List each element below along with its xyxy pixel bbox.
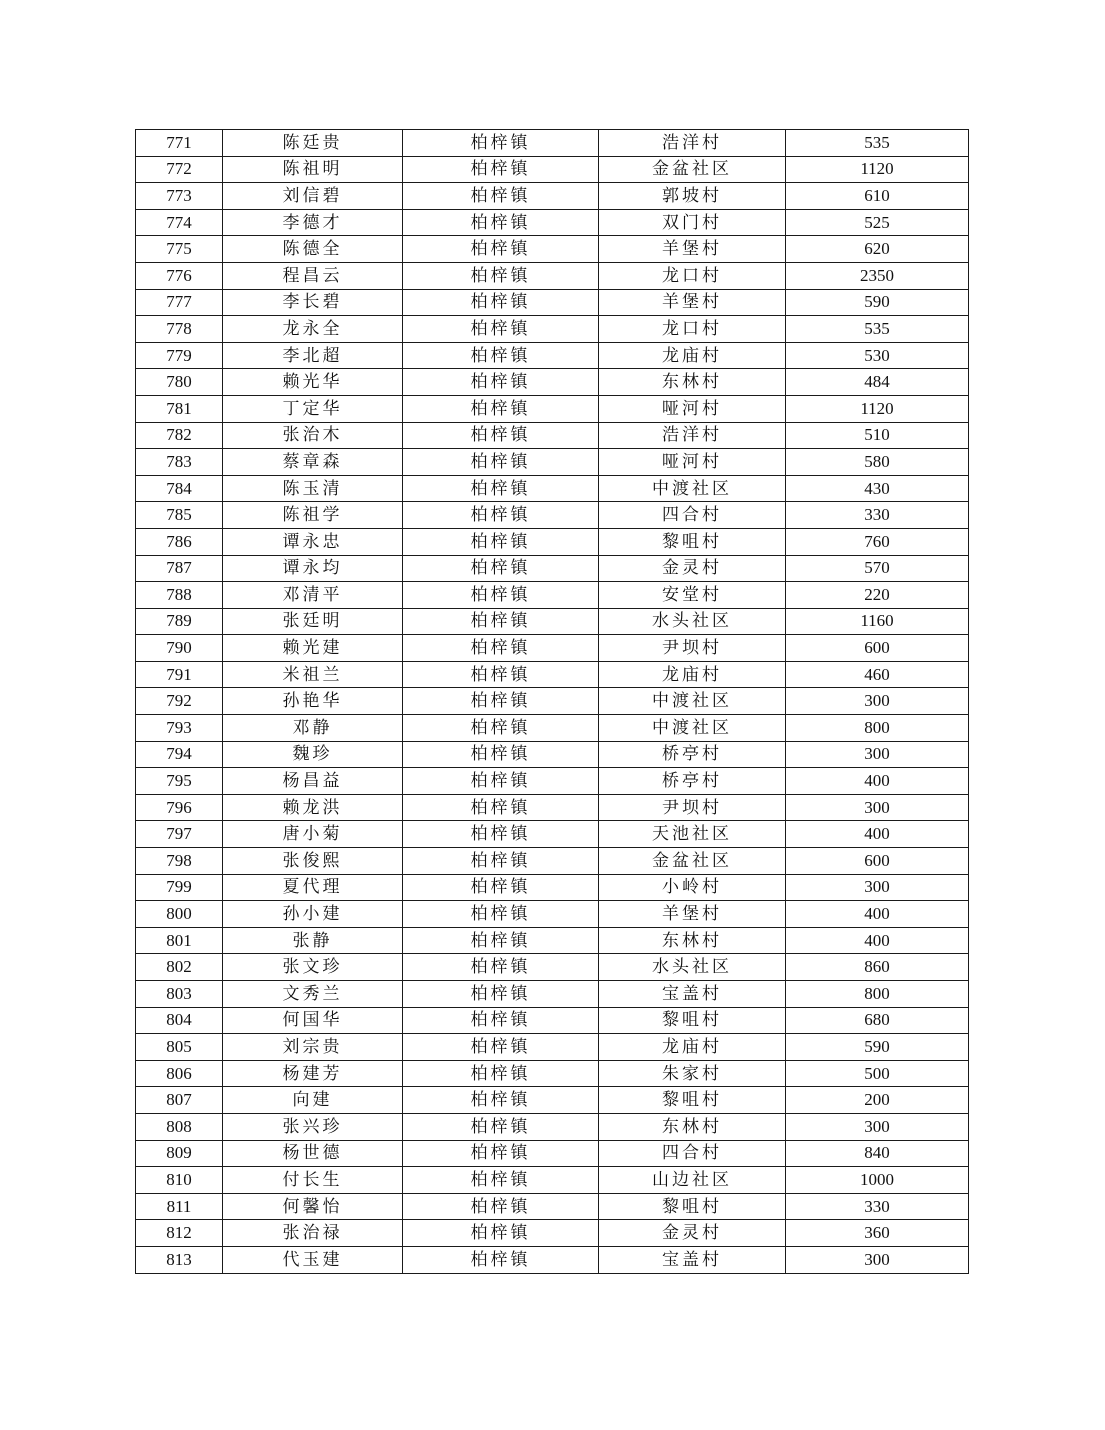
village-cell: 双门村 [599, 209, 786, 236]
village-cell: 龙庙村 [599, 342, 786, 369]
row-number-cell: 793 [136, 715, 223, 742]
town-cell: 柏梓镇 [403, 209, 599, 236]
village-cell: 尹坝村 [599, 794, 786, 821]
amount-cell: 800 [786, 981, 969, 1008]
town-cell: 柏梓镇 [403, 555, 599, 582]
row-number-cell: 787 [136, 555, 223, 582]
row-number-cell: 807 [136, 1087, 223, 1114]
village-cell: 宝盖村 [599, 1246, 786, 1273]
village-cell: 中渡社区 [599, 475, 786, 502]
row-number-cell: 781 [136, 395, 223, 422]
town-cell: 柏梓镇 [403, 582, 599, 609]
row-number-cell: 805 [136, 1034, 223, 1061]
name-cell: 张文珍 [223, 954, 403, 981]
village-cell: 水头社区 [599, 608, 786, 635]
amount-cell: 590 [786, 289, 969, 316]
town-cell: 柏梓镇 [403, 422, 599, 449]
name-cell: 张廷明 [223, 608, 403, 635]
amount-cell: 300 [786, 688, 969, 715]
name-cell: 陈祖明 [223, 156, 403, 183]
town-cell: 柏梓镇 [403, 183, 599, 210]
name-cell: 杨建芳 [223, 1060, 403, 1087]
row-number-cell: 802 [136, 954, 223, 981]
table-row [136, 1060, 969, 1087]
village-cell: 龙庙村 [599, 1034, 786, 1061]
amount-cell: 500 [786, 1060, 969, 1087]
table-row [136, 741, 969, 768]
row-number-cell: 780 [136, 369, 223, 396]
village-cell: 东林村 [599, 369, 786, 396]
row-number-cell: 774 [136, 209, 223, 236]
amount-cell: 600 [786, 635, 969, 662]
row-number-cell: 795 [136, 768, 223, 795]
town-cell: 柏梓镇 [403, 874, 599, 901]
village-cell: 龙庙村 [599, 661, 786, 688]
name-cell: 程昌云 [223, 262, 403, 289]
village-cell: 羊堡村 [599, 901, 786, 928]
village-cell: 四合村 [599, 1140, 786, 1167]
town-cell: 柏梓镇 [403, 954, 599, 981]
table-row [136, 502, 969, 529]
name-cell: 龙永全 [223, 316, 403, 343]
row-number-cell: 810 [136, 1167, 223, 1194]
row-number-cell: 776 [136, 262, 223, 289]
name-cell: 杨世德 [223, 1140, 403, 1167]
row-number-cell: 800 [136, 901, 223, 928]
table-row [136, 821, 969, 848]
town-cell: 柏梓镇 [403, 130, 599, 157]
village-cell: 尹坝村 [599, 635, 786, 662]
table-row [136, 262, 969, 289]
village-cell: 东林村 [599, 927, 786, 954]
name-cell: 李北超 [223, 342, 403, 369]
town-cell: 柏梓镇 [403, 262, 599, 289]
village-cell: 天池社区 [599, 821, 786, 848]
town-cell: 柏梓镇 [403, 316, 599, 343]
row-number-cell: 790 [136, 635, 223, 662]
row-number-cell: 785 [136, 502, 223, 529]
name-cell: 魏珍 [223, 741, 403, 768]
name-cell: 蔡章森 [223, 449, 403, 476]
row-number-cell: 772 [136, 156, 223, 183]
town-cell: 柏梓镇 [403, 1087, 599, 1114]
row-number-cell: 771 [136, 130, 223, 157]
table-row [136, 475, 969, 502]
name-cell: 孙艳华 [223, 688, 403, 715]
row-number-cell: 811 [136, 1193, 223, 1220]
row-number-cell: 791 [136, 661, 223, 688]
row-number-cell: 806 [136, 1060, 223, 1087]
village-cell: 黎咀村 [599, 1007, 786, 1034]
amount-cell: 460 [786, 661, 969, 688]
row-number-cell: 809 [136, 1140, 223, 1167]
name-cell: 赖龙洪 [223, 794, 403, 821]
village-cell: 金盆社区 [599, 156, 786, 183]
village-cell: 黎咀村 [599, 1193, 786, 1220]
name-cell: 唐小菊 [223, 821, 403, 848]
table-row [136, 582, 969, 609]
village-cell: 中渡社区 [599, 688, 786, 715]
village-cell: 龙口村 [599, 262, 786, 289]
village-cell: 金灵村 [599, 1220, 786, 1247]
row-number-cell: 799 [136, 874, 223, 901]
town-cell: 柏梓镇 [403, 635, 599, 662]
table-row [136, 555, 969, 582]
amount-cell: 484 [786, 369, 969, 396]
row-number-cell: 784 [136, 475, 223, 502]
amount-cell: 300 [786, 741, 969, 768]
table-row [136, 1087, 969, 1114]
row-number-cell: 808 [136, 1113, 223, 1140]
village-cell: 黎咀村 [599, 528, 786, 555]
amount-cell: 200 [786, 1087, 969, 1114]
table-row [136, 422, 969, 449]
amount-cell: 360 [786, 1220, 969, 1247]
name-cell: 陈德全 [223, 236, 403, 263]
name-cell: 丁定华 [223, 395, 403, 422]
village-cell: 哑河村 [599, 449, 786, 476]
row-number-cell: 775 [136, 236, 223, 263]
row-number-cell: 794 [136, 741, 223, 768]
row-number-cell: 778 [136, 316, 223, 343]
table-row [136, 794, 969, 821]
name-cell: 赖光建 [223, 635, 403, 662]
amount-cell: 300 [786, 1246, 969, 1273]
amount-cell: 800 [786, 715, 969, 742]
row-number-cell: 786 [136, 528, 223, 555]
town-cell: 柏梓镇 [403, 1034, 599, 1061]
row-number-cell: 812 [136, 1220, 223, 1247]
table-row [136, 688, 969, 715]
table-row [136, 954, 969, 981]
town-cell: 柏梓镇 [403, 901, 599, 928]
name-cell: 张兴珍 [223, 1113, 403, 1140]
amount-cell: 400 [786, 927, 969, 954]
name-cell: 刘宗贵 [223, 1034, 403, 1061]
row-number-cell: 797 [136, 821, 223, 848]
row-number-cell: 779 [136, 342, 223, 369]
village-cell: 桥亭村 [599, 741, 786, 768]
table-row [136, 236, 969, 263]
amount-cell: 300 [786, 874, 969, 901]
table-row [136, 608, 969, 635]
table-row [136, 156, 969, 183]
town-cell: 柏梓镇 [403, 475, 599, 502]
table-row [136, 848, 969, 875]
row-number-cell: 796 [136, 794, 223, 821]
town-cell: 柏梓镇 [403, 502, 599, 529]
amount-cell: 400 [786, 901, 969, 928]
name-cell: 何馨怡 [223, 1193, 403, 1220]
village-cell: 宝盖村 [599, 981, 786, 1008]
town-cell: 柏梓镇 [403, 1113, 599, 1140]
table-row [136, 927, 969, 954]
amount-cell: 400 [786, 768, 969, 795]
table-row [136, 1034, 969, 1061]
amount-cell: 1120 [786, 156, 969, 183]
village-cell: 哑河村 [599, 395, 786, 422]
village-cell: 羊堡村 [599, 289, 786, 316]
village-cell: 安堂村 [599, 582, 786, 609]
table-row [136, 1140, 969, 1167]
village-cell: 龙口村 [599, 316, 786, 343]
name-cell: 向建 [223, 1087, 403, 1114]
amount-cell: 600 [786, 848, 969, 875]
row-number-cell: 783 [136, 449, 223, 476]
village-cell: 山边社区 [599, 1167, 786, 1194]
table-row [136, 1246, 969, 1273]
amount-cell: 610 [786, 183, 969, 210]
table-row [136, 1193, 969, 1220]
table-row [136, 528, 969, 555]
town-cell: 柏梓镇 [403, 369, 599, 396]
name-cell: 孙小建 [223, 901, 403, 928]
row-number-cell: 789 [136, 608, 223, 635]
town-cell: 柏梓镇 [403, 342, 599, 369]
village-cell: 羊堡村 [599, 236, 786, 263]
table-row [136, 130, 969, 157]
town-cell: 柏梓镇 [403, 1167, 599, 1194]
village-cell: 郭坡村 [599, 183, 786, 210]
amount-cell: 580 [786, 449, 969, 476]
village-cell: 朱家村 [599, 1060, 786, 1087]
row-number-cell: 777 [136, 289, 223, 316]
town-cell: 柏梓镇 [403, 236, 599, 263]
name-cell: 何国华 [223, 1007, 403, 1034]
row-number-cell: 798 [136, 848, 223, 875]
town-cell: 柏梓镇 [403, 1060, 599, 1087]
table-row [136, 316, 969, 343]
amount-cell: 430 [786, 475, 969, 502]
table-row [136, 1220, 969, 1247]
village-cell: 中渡社区 [599, 715, 786, 742]
table-row [136, 1113, 969, 1140]
row-number-cell: 773 [136, 183, 223, 210]
row-number-cell: 788 [136, 582, 223, 609]
amount-cell: 1160 [786, 608, 969, 635]
table-row [136, 874, 969, 901]
name-cell: 李德才 [223, 209, 403, 236]
town-cell: 柏梓镇 [403, 608, 599, 635]
town-cell: 柏梓镇 [403, 1193, 599, 1220]
town-cell: 柏梓镇 [403, 1246, 599, 1273]
village-cell: 水头社区 [599, 954, 786, 981]
name-cell: 张静 [223, 927, 403, 954]
table-row [136, 369, 969, 396]
town-cell: 柏梓镇 [403, 1140, 599, 1167]
name-cell: 文秀兰 [223, 981, 403, 1008]
table-row [136, 342, 969, 369]
amount-cell: 2350 [786, 262, 969, 289]
town-cell: 柏梓镇 [403, 768, 599, 795]
amount-cell: 530 [786, 342, 969, 369]
table-row [136, 209, 969, 236]
town-cell: 柏梓镇 [403, 927, 599, 954]
name-cell: 赖光华 [223, 369, 403, 396]
name-cell: 米祖兰 [223, 661, 403, 688]
row-number-cell: 804 [136, 1007, 223, 1034]
table-row [136, 635, 969, 662]
name-cell: 代玉建 [223, 1246, 403, 1273]
amount-cell: 220 [786, 582, 969, 609]
town-cell: 柏梓镇 [403, 848, 599, 875]
amount-cell: 535 [786, 130, 969, 157]
town-cell: 柏梓镇 [403, 449, 599, 476]
amount-cell: 1120 [786, 395, 969, 422]
table-row [136, 183, 969, 210]
name-cell: 付长生 [223, 1167, 403, 1194]
row-number-cell: 782 [136, 422, 223, 449]
village-cell: 四合村 [599, 502, 786, 529]
name-cell: 张治木 [223, 422, 403, 449]
town-cell: 柏梓镇 [403, 661, 599, 688]
row-number-cell: 792 [136, 688, 223, 715]
table-row [136, 768, 969, 795]
amount-cell: 680 [786, 1007, 969, 1034]
table-row [136, 661, 969, 688]
town-cell: 柏梓镇 [403, 688, 599, 715]
name-cell: 邓清平 [223, 582, 403, 609]
name-cell: 刘信碧 [223, 183, 403, 210]
table-row [136, 715, 969, 742]
roster-table-body [136, 130, 969, 1274]
village-cell: 小岭村 [599, 874, 786, 901]
amount-cell: 510 [786, 422, 969, 449]
amount-cell: 760 [786, 528, 969, 555]
table-row [136, 901, 969, 928]
row-number-cell: 803 [136, 981, 223, 1008]
name-cell: 张俊熙 [223, 848, 403, 875]
amount-cell: 860 [786, 954, 969, 981]
amount-cell: 330 [786, 1193, 969, 1220]
name-cell: 陈玉清 [223, 475, 403, 502]
amount-cell: 620 [786, 236, 969, 263]
name-cell: 夏代理 [223, 874, 403, 901]
amount-cell: 590 [786, 1034, 969, 1061]
town-cell: 柏梓镇 [403, 1007, 599, 1034]
row-number-cell: 801 [136, 927, 223, 954]
row-number-cell: 813 [136, 1246, 223, 1273]
table-row [136, 395, 969, 422]
amount-cell: 1000 [786, 1167, 969, 1194]
table-row [136, 1167, 969, 1194]
amount-cell: 535 [786, 316, 969, 343]
amount-cell: 570 [786, 555, 969, 582]
name-cell: 邓静 [223, 715, 403, 742]
town-cell: 柏梓镇 [403, 1220, 599, 1247]
village-cell: 金灵村 [599, 555, 786, 582]
roster-table [135, 129, 969, 1274]
town-cell: 柏梓镇 [403, 821, 599, 848]
town-cell: 柏梓镇 [403, 741, 599, 768]
town-cell: 柏梓镇 [403, 794, 599, 821]
name-cell: 谭永忠 [223, 528, 403, 555]
town-cell: 柏梓镇 [403, 395, 599, 422]
village-cell: 桥亭村 [599, 768, 786, 795]
amount-cell: 525 [786, 209, 969, 236]
village-cell: 金盆社区 [599, 848, 786, 875]
name-cell: 谭永均 [223, 555, 403, 582]
table-row [136, 981, 969, 1008]
name-cell: 陈祖学 [223, 502, 403, 529]
amount-cell: 840 [786, 1140, 969, 1167]
amount-cell: 300 [786, 1113, 969, 1140]
town-cell: 柏梓镇 [403, 156, 599, 183]
village-cell: 黎咀村 [599, 1087, 786, 1114]
amount-cell: 300 [786, 794, 969, 821]
name-cell: 张治禄 [223, 1220, 403, 1247]
village-cell: 浩洋村 [599, 422, 786, 449]
name-cell: 李长碧 [223, 289, 403, 316]
table-row [136, 449, 969, 476]
amount-cell: 400 [786, 821, 969, 848]
table-row [136, 1007, 969, 1034]
town-cell: 柏梓镇 [403, 981, 599, 1008]
town-cell: 柏梓镇 [403, 528, 599, 555]
town-cell: 柏梓镇 [403, 715, 599, 742]
name-cell: 杨昌益 [223, 768, 403, 795]
table-row [136, 289, 969, 316]
town-cell: 柏梓镇 [403, 289, 599, 316]
amount-cell: 330 [786, 502, 969, 529]
village-cell: 东林村 [599, 1113, 786, 1140]
village-cell: 浩洋村 [599, 130, 786, 157]
name-cell: 陈廷贵 [223, 130, 403, 157]
